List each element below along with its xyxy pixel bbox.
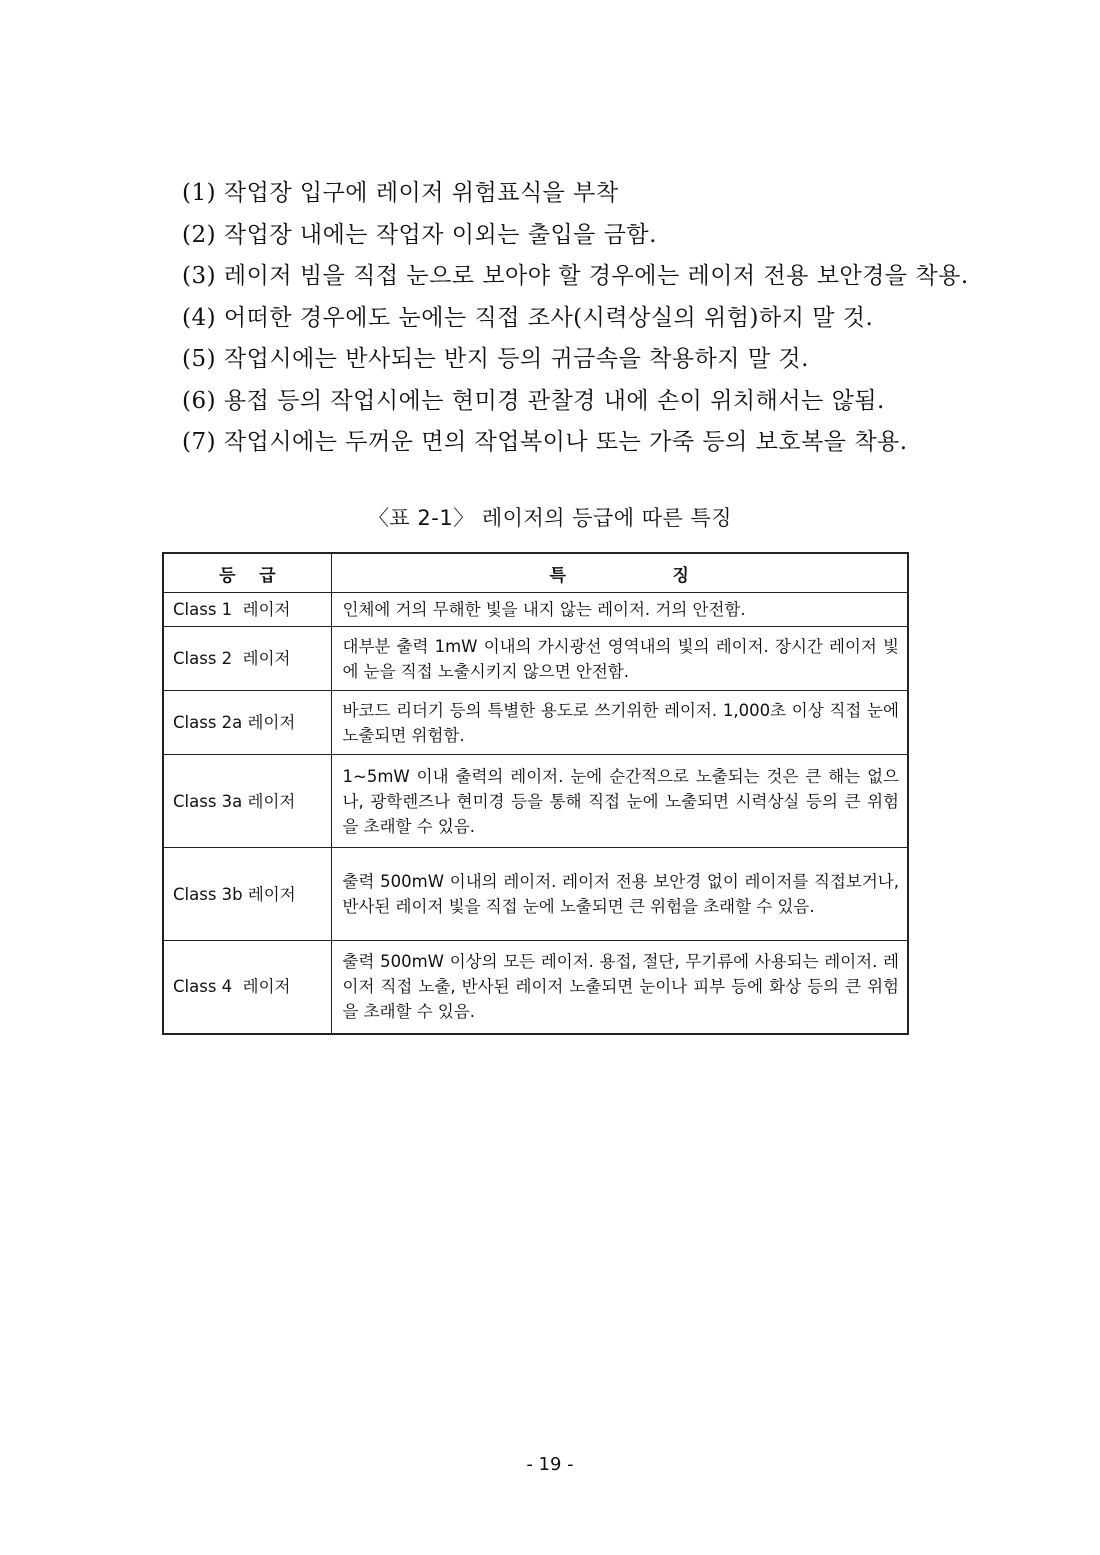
page-number: - 19 - xyxy=(526,1454,574,1475)
grade-cell: Class 4 레이저 xyxy=(163,941,331,1034)
table-row xyxy=(163,593,908,627)
safety-rule-item: (2) 작업장 내에는 작업자 이외는 출입을 금함. xyxy=(182,221,657,248)
grade-cell: Class 1 레이저 xyxy=(163,593,331,627)
description-cell: 출력 500mW 이상의 모든 레이저. 용접, 절단, 무기류에 사용되는 레이저. 레이저 직접 노출, 반사된 레이저 노출되면 눈이나 피부 등에 화상 등의 큰 위험을 초래할 수 있음. xyxy=(331,941,908,1034)
description-cell: 대부분 출력 1mW 이내의 가시광선 영역내의 빛의 레이저. 장시간 레이저 빛에 눈을 직접 노출시키지 않으면 안전함. xyxy=(331,627,908,691)
safety-rule-item: (7) 작업시에는 두꺼운 면의 작업복이나 또는 가죽 등의 보호복을 착용. xyxy=(182,429,908,455)
safety-rule-item: (5) 작업시에는 반사되는 반지 등의 귀금속을 착용하지 말 것. xyxy=(182,346,809,372)
description-cell: 바코드 리더기 등의 특별한 용도로 쓰기위한 레이저. 1,000초 이상 직접 눈에 노출되면 위험함. xyxy=(331,691,908,755)
safety-rule-item: (6) 용접 등의 작업시에는 현미경 관찰경 내에 손이 위치해서는 않됨. xyxy=(182,387,885,414)
table-header-row xyxy=(163,553,908,593)
description-cell: 출력 500mW 이내의 레이저. 레이저 전용 보안경 없이 레이저를 직접보거나, 반사된 레이저 빛을 직접 눈에 노출되면 큰 위험을 초래할 수 있음. xyxy=(331,848,908,941)
table-caption: 〈표 2-1〉 레이저의 등급에 따른 특징 xyxy=(367,506,733,530)
grade-cell: Class 3b 레이저 xyxy=(163,848,331,941)
grade-cell: Class 2a 레이저 xyxy=(163,691,331,755)
header-grade: 등 급 xyxy=(163,553,331,593)
safety-rule-item: (3) 레이저 빔을 직접 눈으로 보아야 할 경우에는 레이저 전용 보안경을 착용. xyxy=(182,263,969,289)
table-header xyxy=(163,553,908,593)
safety-rule-item: (1) 작업장 입구에 레이저 위험표식을 부착 xyxy=(182,180,619,206)
safety-rules-list xyxy=(182,173,969,464)
safety-rule-item: (4) 어떠한 경우에도 눈에는 직접 조사(시력상실의 위험)하지 말 것. xyxy=(182,304,874,331)
grade-cell: Class 2 레이저 xyxy=(163,627,331,691)
description-cell: 1~5mW 이내 출력의 레이저. 눈에 순간적으로 노출되는 것은 큰 해는 없으나, 광학렌즈나 현미경 등을 통해 직접 눈에 노출되면 시력상실 등의 큰 위험을 초래할 수 있음. xyxy=(331,755,908,848)
table-row xyxy=(163,941,908,1034)
description-cell: 인체에 거의 무해한 빛을 내지 않는 레이저. 거의 안전함. xyxy=(331,593,908,627)
table-row xyxy=(163,691,908,755)
table-row xyxy=(163,755,908,848)
laser-class-table xyxy=(162,552,909,1035)
header-characteristics: 특 징 xyxy=(331,553,908,593)
table-row xyxy=(163,627,908,691)
grade-cell: Class 3a 레이저 xyxy=(163,755,331,848)
table-row xyxy=(163,848,908,941)
